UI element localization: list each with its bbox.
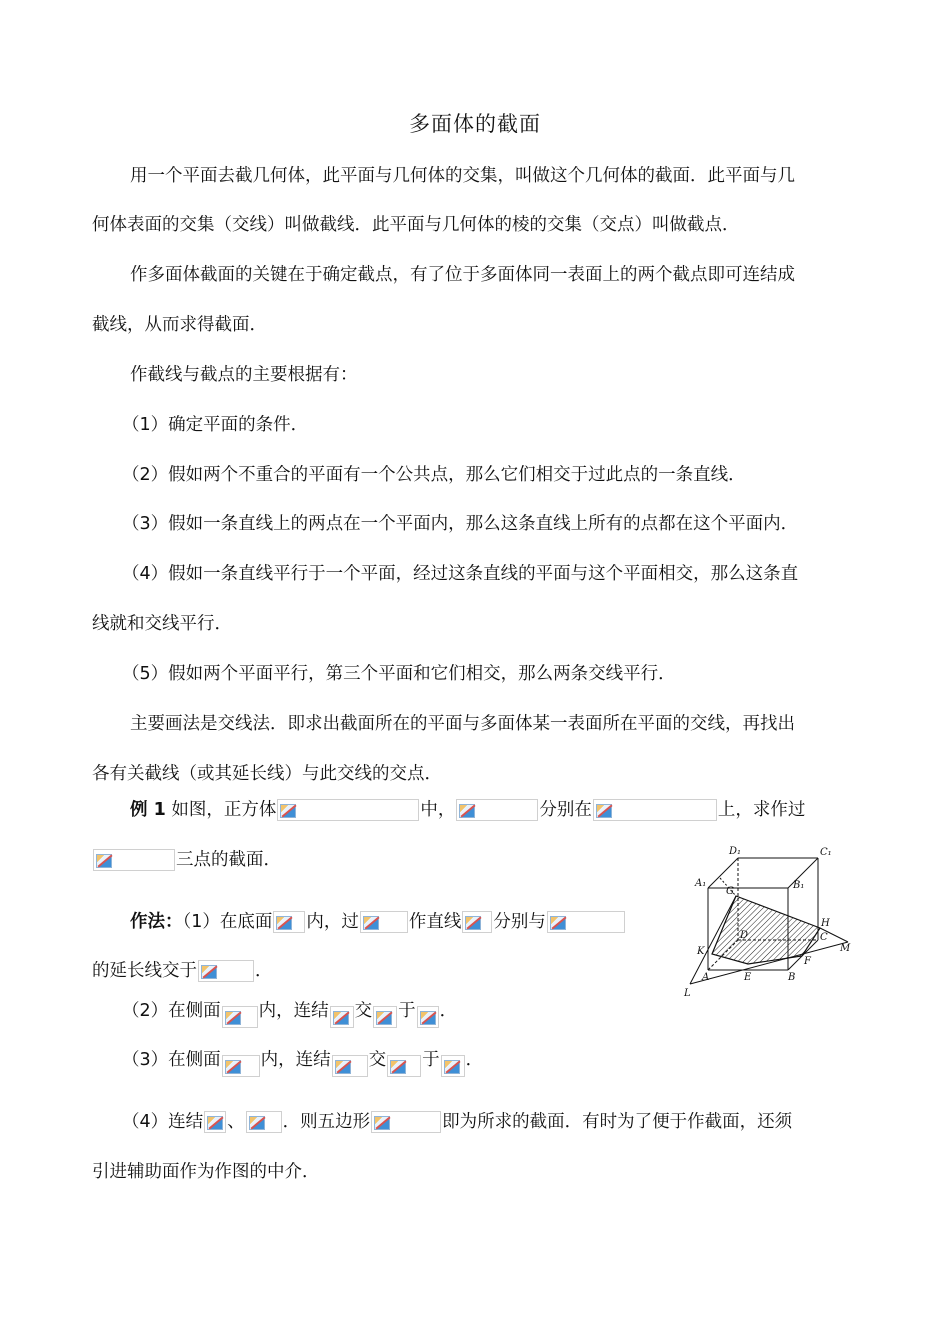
edge-a1d1	[708, 858, 738, 888]
example-line-1	[130, 798, 805, 822]
method-line-1b	[92, 959, 273, 983]
method-text: 即为所求的截面．有时为了便于作截面，还须	[442, 1112, 793, 1132]
paragraph-3: 作截线与截点的主要根据有：	[130, 365, 358, 385]
broken-image-icon	[456, 799, 538, 821]
method-line-3	[122, 1048, 483, 1077]
method-text: （1）在底面	[182, 912, 273, 932]
label-f: F	[804, 956, 811, 967]
method-text: （3）在侧面	[122, 1050, 221, 1070]
label-c: C	[820, 932, 828, 943]
broken-image-icon	[246, 1111, 282, 1133]
rule-1: （1）确定平面的条件．	[122, 415, 309, 435]
label-b1: B₁	[793, 880, 805, 891]
label-d: D	[740, 930, 749, 941]
method-text: 的延长线交于	[92, 961, 197, 981]
method-text: 交	[354, 1001, 373, 1021]
page-title: 多面体的截面	[409, 112, 541, 136]
broken-image-icon	[204, 1111, 226, 1133]
method-text: 、	[227, 1112, 245, 1132]
rule-4a: （4）假如一条直线平行于一个平面，经过这条直线的平面与这个平面相交，那么这条直	[122, 564, 799, 584]
example-label: 例 1	[130, 800, 166, 820]
paragraph-4a: 主要画法是交线法．即求出截面所在的平面与多面体某一表面所在平面的交线，再找出	[130, 714, 795, 734]
broken-image-icon	[547, 911, 625, 933]
example-line-2	[92, 848, 281, 872]
example-text: 中，	[420, 800, 456, 820]
example-text: 分别在	[539, 800, 592, 820]
example-text: 三点的截面．	[176, 850, 281, 870]
label-a: A	[702, 972, 710, 983]
method-text: 于	[398, 1001, 416, 1021]
method-text: ．	[465, 1050, 484, 1070]
label-a1: A₁	[695, 878, 707, 889]
method-text: ．	[255, 961, 273, 981]
paragraph-1b: 何体表面的交集（交线）叫做截线．此平面与几何体的棱的交集（交点）叫做截点．	[92, 215, 740, 235]
method-line-1	[130, 910, 626, 934]
broken-image-icon	[462, 911, 492, 933]
method-text: 内，过	[306, 912, 359, 932]
method-text: 于	[422, 1050, 440, 1070]
rule-3: （3）假如一条直线上的两点在一个平面内，那么这条直线上所有的点都在这个平面内．	[122, 514, 799, 534]
broken-image-icon	[417, 1006, 439, 1028]
label-g: G	[726, 886, 734, 897]
method-text: 内，连结	[258, 1001, 329, 1021]
broken-image-icon	[222, 1055, 260, 1077]
method-text: （4）连结	[122, 1112, 204, 1132]
label-k: K	[697, 946, 705, 957]
rule-2: （2）假如两个不重合的平面有一个公共点，那么它们相交于过此点的一条直线．	[122, 465, 746, 485]
label-m: M	[840, 943, 851, 954]
paragraph-4b: 各有关截线（或其延长线）与此交线的交点．	[92, 764, 442, 784]
method-text: 分别与	[493, 912, 546, 932]
method-line-2	[122, 999, 457, 1028]
broken-image-icon	[593, 799, 717, 821]
broken-image-icon	[332, 1055, 368, 1077]
broken-image-icon	[441, 1055, 465, 1077]
broken-image-icon	[198, 960, 254, 982]
rule-4b: 线就和交线平行．	[92, 614, 232, 634]
example-text: 如图，正方体	[171, 800, 277, 820]
method-text: 交	[368, 1050, 387, 1070]
label-c1: C₁	[820, 847, 832, 858]
broken-image-icon	[373, 1006, 397, 1028]
label-l: L	[684, 988, 691, 999]
rule-5: （5）假如两个平面平行，第三个平面和它们相交，那么两条交线平行．	[122, 664, 676, 684]
cube-section-figure	[680, 838, 858, 1008]
broken-image-icon	[360, 911, 408, 933]
label-b: B	[788, 972, 796, 983]
paragraph-2a: 作多面体截面的关键在于确定截点，有了位于多面体同一表面上的两个截点即可连结成	[130, 265, 795, 285]
label-h: H	[821, 918, 830, 929]
label-e: E	[744, 972, 752, 983]
method-text: ．	[439, 1001, 458, 1021]
method-line-4	[122, 1110, 792, 1134]
paragraph-1a: 用一个平面去截几何体，此平面与几何体的交集，叫做这个几何体的截面．此平面与几	[130, 166, 795, 186]
paragraph-2b: 截线，从而求得截面．	[92, 315, 267, 335]
broken-image-icon	[277, 799, 419, 821]
broken-image-icon	[371, 1111, 441, 1133]
method-label: 作法：	[130, 912, 183, 932]
method-text: （2）在侧面	[122, 1001, 221, 1021]
broken-image-icon	[273, 911, 305, 933]
method-text: ．则五边形	[282, 1112, 371, 1132]
method-text: 内，连结	[260, 1050, 331, 1070]
broken-image-icon	[93, 849, 175, 871]
method-line-4b: 引进辅助面作为作图的中介．	[92, 1162, 320, 1182]
broken-image-icon	[330, 1006, 354, 1028]
broken-image-icon	[222, 1006, 258, 1028]
method-text: 作直线	[408, 912, 462, 932]
label-d1: D₁	[729, 846, 742, 857]
example-text: 上，求作过	[717, 800, 806, 820]
broken-image-icon	[387, 1055, 421, 1077]
cube-diagram	[680, 838, 858, 1008]
